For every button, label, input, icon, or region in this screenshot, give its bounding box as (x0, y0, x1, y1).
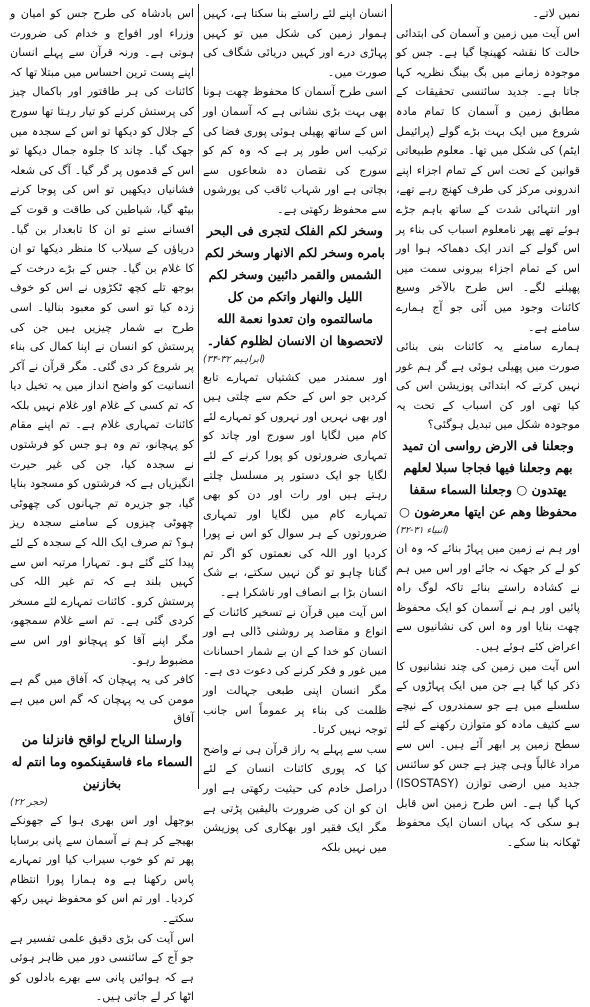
paragraph: سب سے پہلے یہ راز قرآن ہی نے واضح کیا کہ پوری کائنات انسان کے لئے دراصل خادم کی حیثیت رکھتی ہے اور ان کو ان کی ضرورت بالیقین پڑتی ہے مگر ایک فقیر اور بھکاری کی پوزیشن میں نہیں بلکہ (203, 742, 387, 854)
paragraph: نمیں لاتے۔ (532, 7, 580, 20)
text-column-right (392, 4, 584, 849)
verse-reference: (حجر ۲۲) (10, 796, 48, 808)
paragraph: اور ہم نے زمین میں پہاڑ بنائے کہ وہ ان کو لے کر جھک نہ جائے اور اس میں ہم نے کشادہ راستے بنائے تاکہ لوگ راہ پائیں اور ہم نے آسمان کو ایک محفوظ چھت بنایا اور وہ اس کی نشانیوں سے اعراض کئے ہوئے ہیں۔ (396, 542, 580, 654)
paragraph: اس آیت میں زمین کی چند نشانیوں کا ذکر کیا گیا ہے جن میں ایک پہاڑوں کے سلسلے میں ہے جو سمندروں کے نیچے سے کثیف مادہ کو متوازن رکھنے کے لئے سطح زمین پر ابھر آئے ہیں۔ اس سے مراد غالباً وہی چیز ہے جس کو سائنس جدید میں ارضی توازن (ISOSTASY) کہا گیا ہے۔ اس طرح زمین اس قابل ہو سکی کہ یہاں انسان ایک محفوظ ٹھکانہ بنا سکے۔ (396, 659, 580, 849)
paragraph: اس آیت میں قرآن نے تسخیر کائنات کے انواع و مقاصد پر روشنی ڈالی ہے اور انسان کو خدا کے ان بے شمار احسانات میں غور و فکر کرنے کی دعوت دی ہے۔ مگر انسان اپنی طبعی جہالت اور ظلمت کی بناء پر عموماً اس جانب توجہ نہیں کرتا۔ (203, 605, 387, 737)
text-column-left (6, 4, 198, 1004)
quran-verse: وارسلنا الریاح لواقح فانزلنا من السماء ماء فاسقینکموه وما انتم له بخازنین (11, 731, 193, 791)
verse-reference: (ابراہیم ۳۲-۳۴) (203, 353, 266, 365)
paragraph: بوجھل اور اس بھری ہوا کے جھونکے بھیجے کر ہم نے آسمان سے پانی برسایا پھر تم کو خوب سیراب کیا اور تمہارے پاس رکھنا ہے وہ ہمارا پورا انتظام کردیا۔ اور تم اس کو محفوظ نہیں رکھ سکتے۔ (10, 813, 194, 925)
paragraph: اسی طرح آسمان کا محفوظ چھت ہونا بھی بہت بڑی نشانی ہے کہ آسمان اور اس کے ساتھ پھیلی ہوئی پوری فضا کی ترکیب اس طور پر ہے کہ وہ کم کو سورج کی نقصان دہ شعاعوں سے بچاتی ہے اور شہاب ثاقب کی یورشوں سے محفوظ رکھتی ہے۔ (203, 85, 387, 216)
paragraph: اور سمندر میں کشتیاں تمہارے تابع کردیں جو اس کے حکم سے چلتی ہیں اور بھی نہریں اور نہروں کو تمہارے لئے کام میں لگایا اور سورج اور چاند کو تمہاری ضرورتوں کو پورا کرنے کے لئے لگایا جو ایک دستور پر مسلسل چلتے رہتے ہیں اور رات اور دن کو بھی تمہارے کام میں لگایا اور تمہاری ضرورتوں کے ہر سوال کو اس نے پورا کردیا اور اللہ کی نعمتوں کو اگر تم گنانا چاہو تو گن نہیں سکتے، بے شک انسان بڑا بے انصاف اور ناشکرا ہے۔ (203, 370, 387, 600)
quran-verse: وجعلنا فی الارض رواسی ان تمید بهم وجعلنا فیها فجاجا سبلا لعلهم یهتدون ○ وجعلنا السماء سقفا محفوظا وهم عن ایتها معرضون ○ (398, 438, 578, 520)
paragraph: ہمارے سامنے یہ کائنات بنی بنائی صورت میں پھیلی ہوئی ہے گر ہم غور نہیں کرتے کہ ابتدائی پوزیشن اس کی کیا تھی اور کن اسباب کے تحت یہ موجودہ شکل میں تبدیل ہوگئی؟ (396, 340, 580, 432)
paragraph: اس بادشاہ کی طرح جس کو امیان و وزراء اور افواج و خدام کی ضرورت ہوتی ہے۔ ورنہ قرآن سے پہلے انسان اپنے پست ترین احساس میں مبتلا تھا کہ کائنات کی ہر طاقتور اور باکمال چیز کی پرستش کرنے کو تیار رہتا تھا سورج کے جلال کو دیکھا تو اس کے سجدہ میں جھک گیا۔ چاند کا جلوہ جمال دیکھا تو اس کے قدموں پر گر گیا۔ آگ کی شعلہ فشانیاں دیکھیں تو اس کی پوجا کرنے بیٹھ گیا، شیاطین کی طاقت و قوت کے افسانے سنے تو ان کا تابعدار بن گیا۔ دریاؤں کے سیلاب کا منظر دیکھا تو ان کا غلام بن گیا۔ جس کے بڑے درخت کے بوجھ تلے کچھ ٹکڑوں نے اس کو خوف زدہ کیا تو اسی کو معبود بنالیا۔ اسی طرح بے شمار چیزیں ہیں جن کی پرستش کو انسان نے اپنا کمال کی بناء پر شروع کر دی گئی۔ مگر قرآن نے آکر انسانیت کو واضح انداز میں یہ تخیل دیا کہ تم کسی کے غلام اور غلام نہیں بلکہ کائنات تمہاری غلام ہے۔ تم اپنے مقام کو پہچانو، تم وہ ہو جس کو فرشتوں نے سجدہ کیا، جن کی غیر حیرت انگیزیاں ہے کہ فرشتوں کو مسجود بنایا گیا، جو جزیرہ تم جہانوں کی چھوٹی چھوٹی چیزوں کے سامنے سجدہ ریز ہو؟ تم صرف ایک اللہ کے سجدہ کے لئے پیدا کئے گئے ہو۔ تمہارا مرتبہ اس سے کہیں بلند ہے کہ تم غیر اللہ کی پرستش کرو۔ کائنات تمہارے لئے مسخر کردی گئی ہے۔ تم اسے غلام سمجھو، مگر اپنے آقا کو پہچانو اور اس سے مضبوط رہو۔ (10, 7, 194, 667)
verse-reference: (انبیاء ۳۱-۳۲) (396, 525, 449, 537)
text-column-middle (199, 4, 391, 854)
paragraph: انسان اپنے لئے راستے بنا سکتا ہے، کہیں ہموار زمین کی شکل میں تو کہیں پہاڑی درے اور کہیں دریائی شگاف کی صورت میں۔ (203, 7, 387, 79)
paragraph: اس آیت میں زمین و آسمان کی ابتدائی حالت کا نقشہ کھینچا گیا ہے۔ جس کو موجودہ زمانے میں بگ بینگ نظریہ کہا جاتا ہے۔ جدید سائنسی تحقیقات کے مطابق زمین و آسمان کا تمام مادہ شروع میں ایک بہت بڑے گولے (پرائیمل ایٹم) کی شکل میں تھا۔ معلوم طبیعاتی قوانین کے تحت اس کے تمام اجزاء اپنے اندرونی مرکز کی طرف کھنچ رہے تھے، اور انتہائی شدت کے ساتھ باہم جڑے ہوئے تھے پھر نامعلوم اسباب کی بناء پر اس گولے کے اندر ایک دھماکہ ہوا اور اس کے تمام اجزاء بیرونی سمت میں پھیلنے لگے۔ اس طرح بالآخر وسیع کائنات وجود میں آئی جو آج ہمارے سامنے ہے۔ (396, 26, 580, 334)
quran-verse: وسخر لکم الفلک لتجری فی البحر بامره وسخر لکم الانهار وسخر لکم الشمس والقمر دائبین وسخر لکم اللیل والنهار واتکم من کل ماسالتموه وان تعدوا نعمة الله لاتحصوها ان الانسان لظلوم کفار۔ (205, 222, 385, 348)
paragraph: کافر کی یہ پہچان کہ آفاق میں گم ہے مومن کی یہ پہچان کہ گم اس میں ہے آفاق (10, 673, 194, 726)
paragraph: اس آیت کی بڑی دقیق علمی تفسیر ہے جو آج کے سائنسی دور میں ظاہر ہوئی ہے کہ ہوائیں پانی سے بھرے بادلوں کو اٹھا کر لے جاتی ہیں۔ (10, 931, 194, 1004)
